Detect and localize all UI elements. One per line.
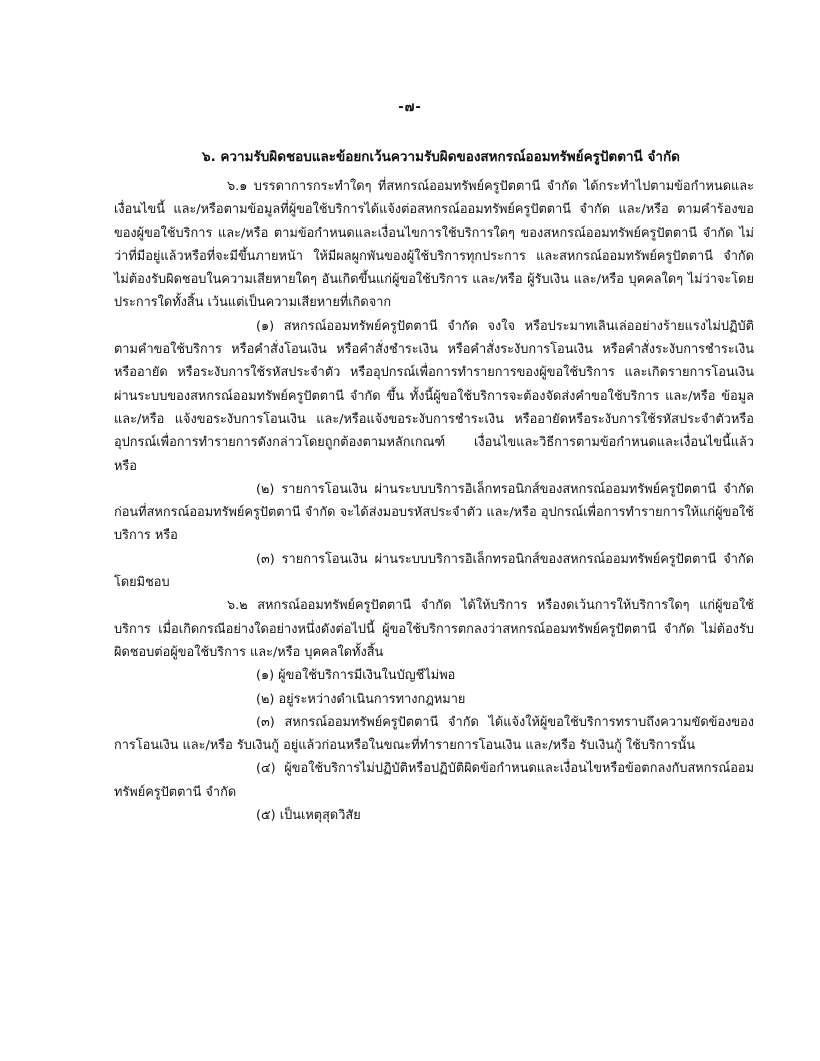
clause-6-2-item-1: (๑) ผู้ขอใช้บริการมีเงินในบัญชีไม่พอ [256, 668, 456, 684]
clause-6-2-item-2: (๒) อยู่ระหว่างดำเนินการทางกฎหมาย [256, 691, 466, 707]
clause-6-2-item-3: (๓) สหกรณ์ออมทรัพย์ครูปัตตานี จำกัด ได้แจ้งให้ผู้ขอใช้บริการทราบถึงความขัดข้องของการโอนเงิน และ/หรือ รับเงินกู้ อยู่แล้วก่อนหรือในขณะที่ทำรายการโอนเงิน และ/หรือ รับเงินกู้ ใช้บริการนั้น [114, 714, 754, 754]
section-title: ๖. ความรับผิดชอบและข้อยกเว้นความรับผิดของสหกรณ์ออมทรัพย์ครูปัตตานี จำกัด [202, 149, 680, 165]
clause-6-2: ๖.๒ สหกรณ์ออมทรัพย์ครูปัตตานี จำกัด ได้ให้บริการ หรืองดเว้นการให้บริการใดๆ แก่ผู้ขอใช้บริการ เมื่อเกิดกรณีอย่างใดอย่างหนึ่งดังต่อไปนี้ ผู้ขอใช้บริการตกลงว่าสหกรณ์ออมทรัพย์ครูปัตตานี จำกัด ไม่ต้องรับผิดชอบต่อผู้ขอใช้บริการ และ/หรือ บุคคลใดทั้งสิ้น [114, 598, 754, 660]
clause-6-1-item-1: (๑) สหกรณ์ออมทรัพย์ครูปัตตานี จำกัด จงใจ หรือประมาทเลินเล่ออย่างร้ายแรงไม่ปฏิบัติตามคำขอใช้บริการ หรือคำสั่งโอนเงิน หรือคำสั่งชำระเงิน หรือคำสั่งระงับการโอนเงิน หรือคำสั่งระงับการชำระเงิน หรืออายัด หรือระงับการใช้รหัสประจำตัว หรืออุปกรณ์เพื่อการทำรายการของผู้ขอใช้บริการ และเกิดรายการโอนเงินผ่านระบบของสหกรณ์ออมทรัพย์ครูปัตตานี จำกัด ขึ้น ทั้งนี้ผู้ขอใช้บริการจะต้องจัดส่งคำขอใช้บริการ และ/หรือ ข้อมูล และ/หรือ แจ้งขอระงับการโอนเงิน และ/หรือแจ้งขอระงับการชำระเงิน หรืออายัดหรือระงับการใช้รหัสประจำตัวหรืออุปกรณ์เพื่อการทำรายการดังกล่าวโดยถูกต้องตามหลักเกณฑ์ เงื่อนไขและวิธีการตามข้อกำหนดและเงื่อนไขนี้แล้ว หรือ [114, 318, 754, 474]
clause-6-2-item-5: (๕) เป็นเหตุสุดวิสัย [256, 808, 361, 824]
clause-6-1-item-3: (๓) รายการโอนเงิน ผ่านระบบบริการอิเล็กทรอนิกส์ของสหกรณ์ออมทรัพย์ครูปัตตานี จำกัด โดยมิชอบ [114, 551, 754, 591]
clause-6-2-item-4: (๔) ผู้ขอใช้บริการไม่ปฏิบัติหรือปฏิบัติผิดข้อกำหนดและเงื่อนไขหรือข้อตกลงกับสหกรณ์ออมทรัพย์ครูปัตตานี จำกัด [114, 761, 754, 800]
section-content [114, 145, 754, 827]
clause-6-1-item-2: (๒) รายการโอนเงิน ผ่านระบบบริการอิเล็กทรอนิกส์ของสหกรณ์ออมทรัพย์ครูปัตตานี จำกัด ก่อนที่สหกรณ์ออมทรัพย์ครูปัตตานี จำกัด จะได้ส่งมอบรหัสประจำตัว และ/หรือ อุปกรณ์เพื่อการทำรายการให้แก่ผู้ขอใช้บริการ หรือ [114, 481, 754, 544]
page-number: -๗- [398, 100, 422, 115]
clause-6-1: ๖.๑ บรรดาการกระทำใดๆ ที่สหกรณ์ออมทรัพย์ครูปัตตานี จำกัด ได้กระทำไปตามข้อกำหนดและเงื่อนไขนี้ และ/หรือตามข้อมูลที่ผู้ขอใช้บริการได้แจ้งต่อสหกรณ์ออมทรัพย์ครูปัตตานี จำกัด และ/หรือ ตามคำร้องขอของผู้ขอใช้บริการ และ/หรือ ตามข้อกำหนดและเงื่อนไขการใช้บริการใดๆ ของสหกรณ์ออมทรัพย์ครูปัตตานี จำกัด ไม่ว่าที่มีอยู่แล้วหรือที่จะมีขึ้นภายหน้า ให้มีผลผูกพันของผู้ใช้บริการทุกประการ และสหกรณ์ออมทรัพย์ครูปัตตานี จำกัด ไม่ต้องรับผิดชอบในความเสียหายใดๆ อันเกิดขึ้นแก่ผู้ขอใช้บริการ และ/หรือ ผู้รับเงิน และ/หรือ บุคคลใดๆ ไม่ว่าจะโดยประการใดทั้งสิ้น เว้นแต่เป็นความเสียหายที่เกิดจาก [114, 179, 754, 311]
